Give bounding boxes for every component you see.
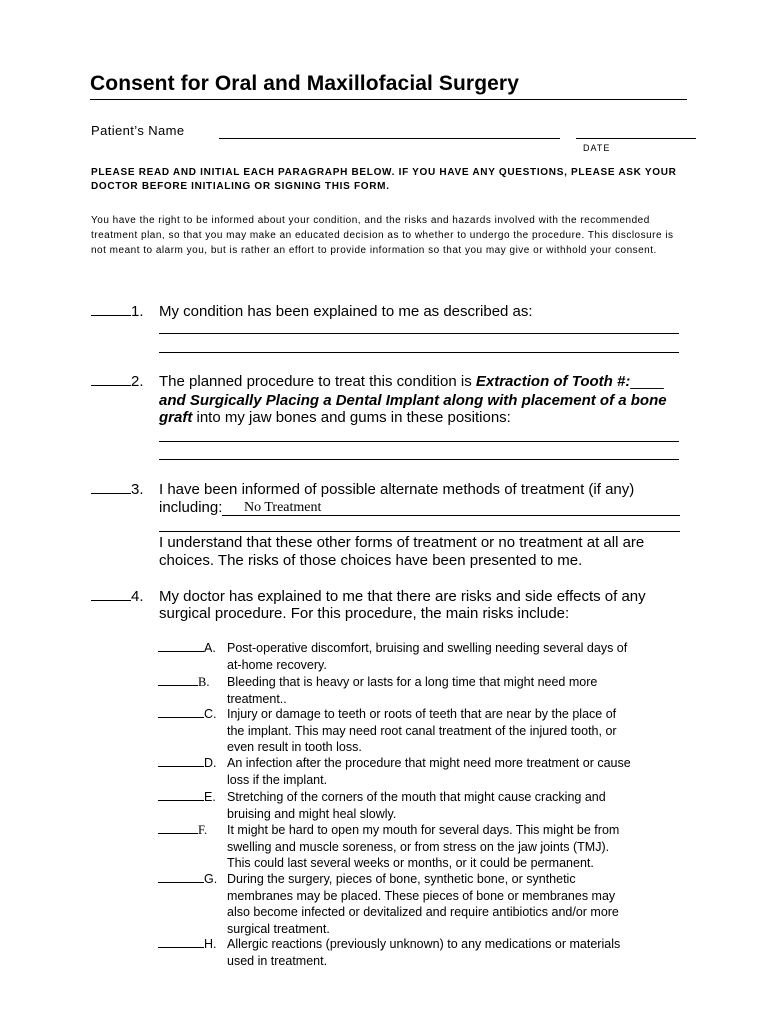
risk-text-line: treatment.. [227, 691, 287, 706]
instructions: PLEASE READ AND INITIAL EACH PARAGRAPH BELOW. IF YOU HAVE ANY QUESTIONS, PLEASE ASK YOUR DOCTOR BEFORE INITIALING OR SIGNING THIS FORM. [91, 167, 677, 192]
risk-text-line: Bleeding that is heavy or lasts for a long time that might need more [227, 675, 598, 689]
item-2-line-1: The planned procedure to treat this condition is Extraction of Tooth #:____ [159, 373, 664, 390]
alternate-treatment-line-2[interactable] [159, 531, 680, 532]
item-2-line-2: and Surgically Placing a Dental Implant along with placement of a bone [159, 392, 667, 409]
alternate-treatment-value: No Treatment [244, 500, 322, 515]
risk-initial-field[interactable] [158, 800, 204, 801]
item-3-line-4: choices. The risks of those choices have been presented to me. [159, 552, 583, 569]
risk-label: C. [204, 707, 217, 721]
risk-item-a [158, 640, 216, 657]
risk-item-h [158, 936, 217, 953]
item-3-line-1: I have been informed of possible alternate methods of treatment (if any) [159, 481, 635, 498]
risk-label: D. [204, 756, 217, 770]
positions-line-2[interactable] [159, 459, 679, 460]
risk-label: H. [204, 937, 217, 951]
risk-text-line: loss if the implant. [227, 772, 328, 787]
risk-item-c [158, 706, 217, 723]
item-4: 4. [91, 588, 691, 606]
risk-text-line: Allergic reactions (previously unknown) to any medications or materials [227, 937, 621, 951]
risk-initial-field[interactable] [158, 882, 204, 883]
risk-text-line: This could last several weeks or months, or it could be permanent. [227, 856, 594, 871]
tooth-number-field[interactable]: ____ [630, 373, 664, 390]
risk-text-line: bruising and might heal slowly. [227, 806, 397, 821]
risk-item-b [158, 674, 209, 691]
risk-text-line: also become infected or devitalized and require antibiotics and/or more [227, 905, 619, 920]
risk-text-line: Injury or damage to teeth or roots of teeth that are near by the place of [227, 707, 617, 721]
date-label: DATE [583, 143, 611, 153]
page-title: Consent for Oral and Maxillofacial Surgery [90, 72, 519, 95]
positions-line-1[interactable] [159, 441, 679, 442]
risk-text-line: swelling and muscle soreness, or from stress on the jaw joints (TMJ). [227, 839, 610, 854]
patient-name-label: Patient’s Name [91, 123, 185, 138]
initial-field-3[interactable] [91, 493, 131, 494]
risk-item-d [158, 755, 217, 772]
risk-initial-field[interactable] [158, 651, 204, 652]
intro-paragraph: You have the right to be informed about your condition, and the risks and hazards involved with the recommended treatment plan, so that you may make an educated decision as to whether to undergo the procedure. This disclosure is not meant to alarm you, but is rather an effort to provide information so that you may give or withhold your consent. [91, 215, 674, 256]
item-1-text: My condition has been explained to me as described as: [159, 303, 533, 320]
item-3-line-3: I understand that these other forms of treatment or no treatment at all are [159, 534, 645, 551]
risk-label: B. [198, 675, 210, 689]
risk-text-line: at-home recovery. [227, 657, 327, 672]
item-3-line-2: including: [159, 499, 223, 516]
risk-text-line: An infection after the procedure that might need more treatment or cause [227, 756, 631, 770]
risk-item-e [158, 789, 216, 806]
initial-field-1[interactable] [91, 315, 131, 316]
risk-text-line: used in treatment. [227, 953, 328, 968]
risk-item-g [158, 871, 217, 888]
item-2: 2. [91, 373, 691, 391]
risk-initial-field[interactable] [158, 717, 204, 718]
risk-label: A. [204, 641, 216, 655]
risk-label: E. [204, 790, 216, 804]
risk-initial-field[interactable] [158, 766, 204, 767]
risk-text-line: It might be hard to open my mouth for several days. This might be from [227, 823, 620, 837]
risk-initial-field[interactable] [158, 685, 198, 686]
patient-name-field[interactable] [219, 138, 560, 139]
date-field[interactable] [576, 138, 696, 139]
risk-label: G. [204, 872, 218, 886]
item-4-line-2: surgical procedure. For this procedure, the main risks include: [159, 605, 570, 622]
initial-field-2[interactable] [91, 385, 131, 386]
risk-text-line: surgical treatment. [227, 921, 330, 936]
risk-text-line: the implant. This may need root canal treatment of the injured tooth, or [227, 723, 617, 738]
risk-text-line: even result in tooth loss. [227, 740, 362, 755]
condition-line-1[interactable] [159, 333, 679, 334]
condition-line-2[interactable] [159, 352, 679, 353]
risk-text-line: membranes may be placed. These pieces of bone or membranes may [227, 888, 616, 903]
item-1: 1. My condition has been explained to me as described as: [91, 303, 691, 321]
item-3: 3. [91, 481, 691, 499]
risk-label: F. [198, 823, 208, 837]
risk-initial-field[interactable] [158, 833, 198, 834]
risk-item-f [158, 822, 207, 839]
initial-field-4[interactable] [91, 600, 131, 601]
risk-text-line: Stretching of the corners of the mouth that might cause cracking and [227, 790, 606, 804]
title-rule [90, 99, 687, 100]
item-2-line-3: graft into my jaw bones and gums in these positions: [159, 409, 511, 426]
risk-initial-field[interactable] [158, 947, 204, 948]
risk-text-line: During the surgery, pieces of bone, synthetic bone, or synthetic [227, 872, 576, 886]
item-4-line-1: My doctor has explained to me that there are risks and side effects of any [159, 588, 646, 605]
risk-text-line: Post-operative discomfort, bruising and swelling needing several days of [227, 641, 628, 655]
